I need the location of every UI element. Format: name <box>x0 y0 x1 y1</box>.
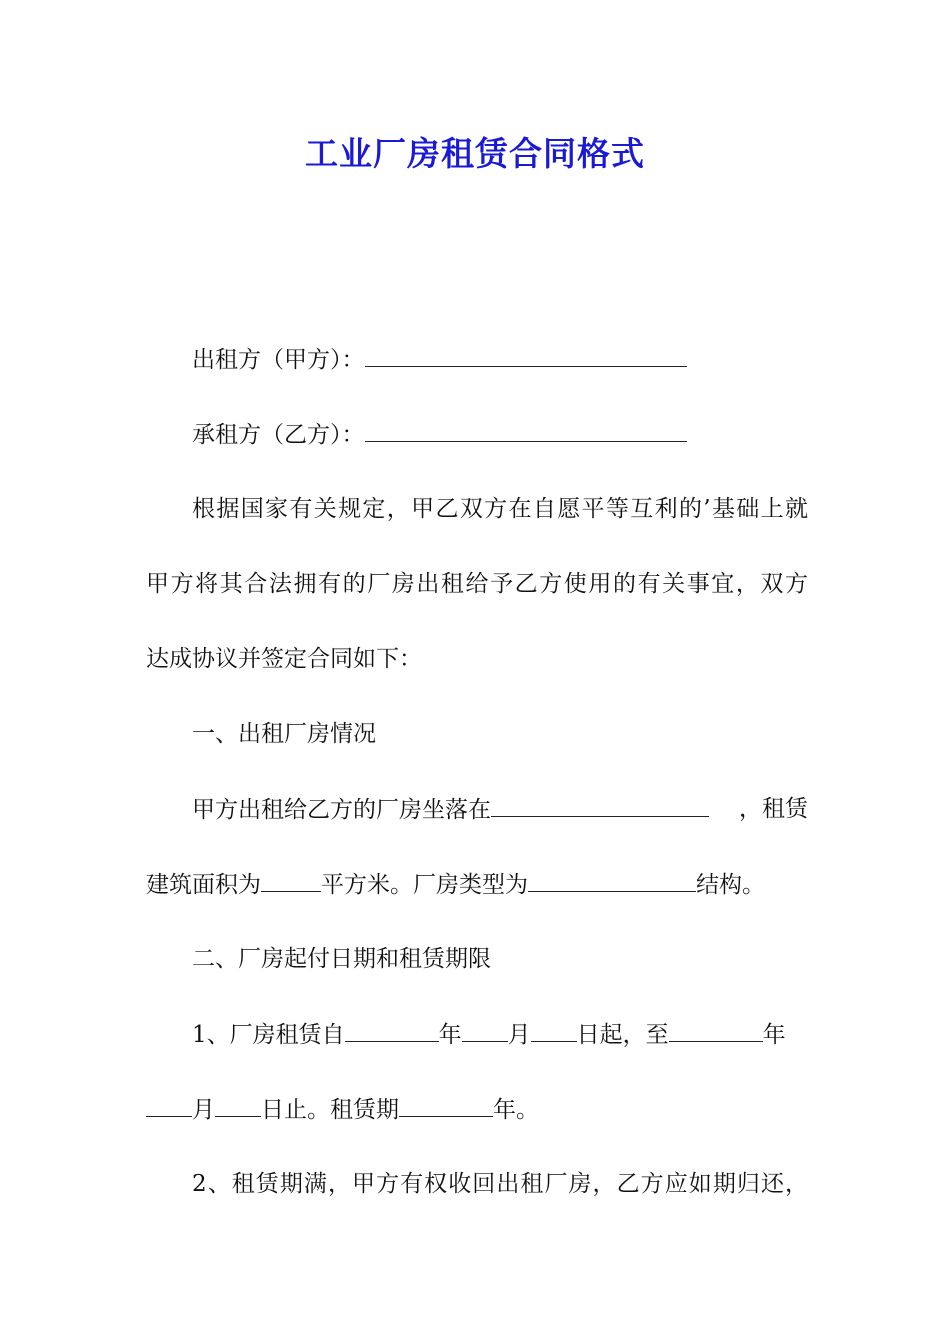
section1-line-1 <box>192 794 808 825</box>
preamble-line-2: 甲方将其合法拥有的厂房出租给予乙方使用的有关事宜，双方 <box>146 571 808 597</box>
lessee-line <box>192 419 808 450</box>
term-years-blank[interactable] <box>399 1094 493 1117</box>
start-month-unit: 月 <box>507 1022 531 1048</box>
section1-heading: 一、出租厂房情况 <box>192 721 376 747</box>
start-month-blank[interactable] <box>462 1019 508 1042</box>
type-label: 平方米。厂房类型为 <box>321 872 528 898</box>
structure-label: 结构。 <box>696 872 765 898</box>
start-day-blank[interactable] <box>531 1019 577 1042</box>
section2-item2: 2、租赁期满，甲方有权收回出租厂房，乙方应如期归还， <box>192 1171 808 1197</box>
lessor-line <box>192 344 808 375</box>
section2-heading: 二、厂房起付日期和租赁期限 <box>192 946 491 972</box>
area-blank[interactable] <box>261 869 321 892</box>
end-month-unit: 月 <box>192 1097 215 1123</box>
preamble-line-3: 达成协议并签定合同如下： <box>146 646 422 672</box>
lessee-label: 承租方（乙方）： <box>192 422 365 448</box>
end-year-unit: 年 <box>762 1022 786 1048</box>
start-day-unit: 日起，至 <box>576 1022 669 1048</box>
area-label: 建筑面积为 <box>146 872 261 898</box>
lessor-blank[interactable] <box>365 344 687 367</box>
end-month-blank[interactable] <box>146 1094 192 1117</box>
section2-item1-line-2 <box>146 1094 808 1125</box>
start-year-blank[interactable] <box>345 1019 439 1042</box>
start-year-unit: 年 <box>438 1022 462 1048</box>
lessor-label: 出租方（甲方）： <box>192 347 365 373</box>
rent-suffix: ，租赁 <box>739 796 808 822</box>
end-year-blank[interactable] <box>669 1019 763 1042</box>
period-prefix: 1、厂房租赁自 <box>192 1022 345 1048</box>
document-title: 工业厂房租赁合同格式 <box>305 134 645 173</box>
section1-line-2 <box>146 869 808 900</box>
end-day-blank[interactable] <box>215 1094 261 1117</box>
location-blank[interactable] <box>491 794 709 817</box>
term-years-unit: 年。 <box>493 1097 539 1123</box>
type-blank[interactable] <box>528 869 696 892</box>
section2-item1-line-1 <box>192 1019 808 1050</box>
location-label: 甲方出租给乙方的厂房坐落在 <box>192 797 491 823</box>
lessee-blank[interactable] <box>365 419 687 442</box>
end-day-unit: 日止。租赁期 <box>261 1097 399 1123</box>
preamble-line-1: 根据国家有关规定，甲乙双方在自愿平等互利的’基础上就 <box>192 496 808 522</box>
